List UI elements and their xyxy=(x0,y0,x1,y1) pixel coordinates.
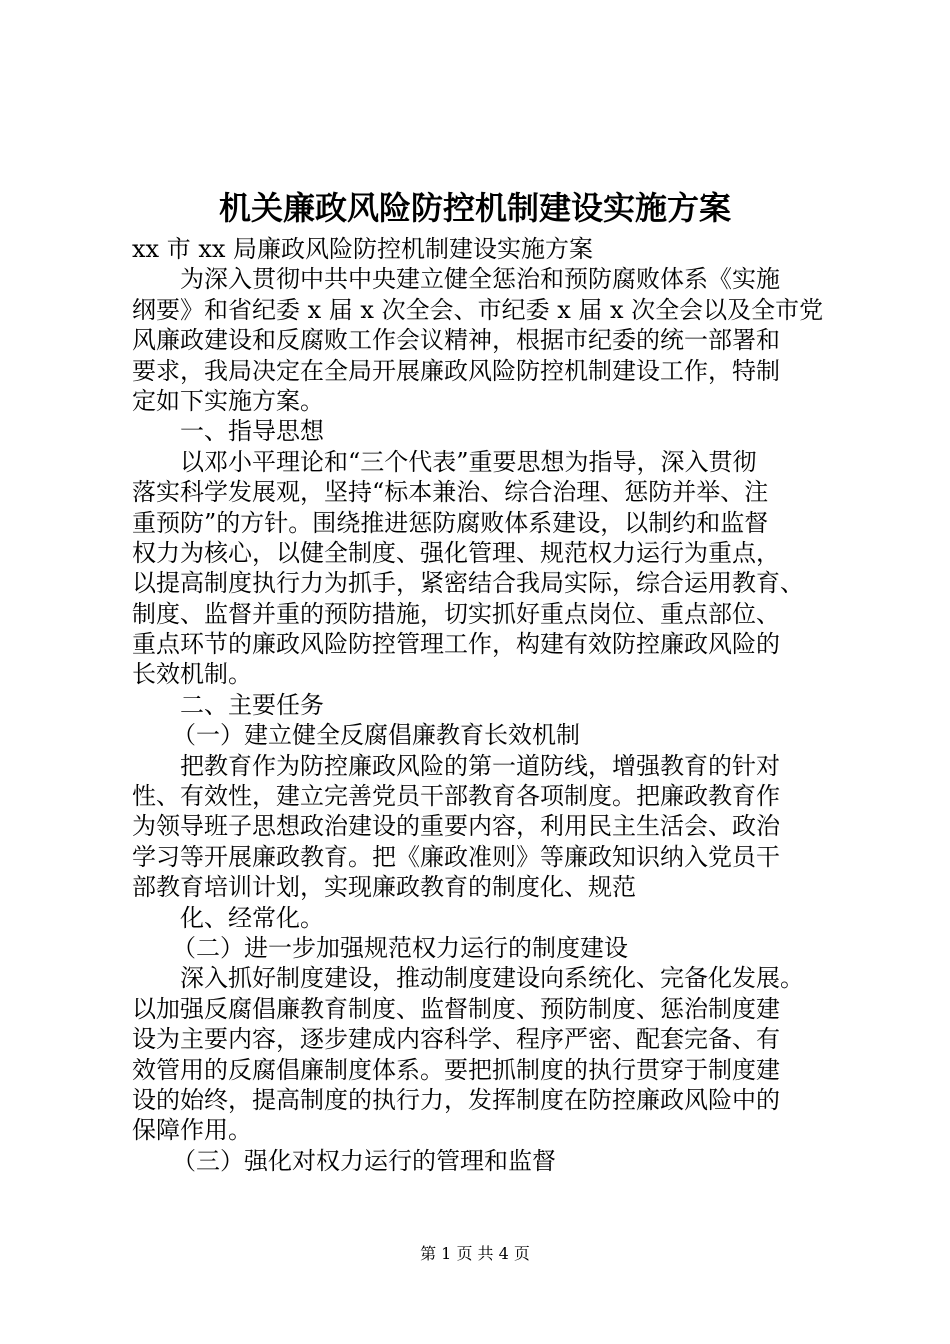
paragraph-line: 重预防”的方针。围绕推进惩防腐败体系建设，以制约和监督 xyxy=(132,508,769,537)
paragraph-line: 要求，我局决定在全局开展廉政风险防控机制建设工作，特制 xyxy=(132,356,780,385)
paragraph-line: 落实科学发展观，坚持“标本兼治、综合治理、惩防并举、注 xyxy=(132,478,769,507)
paragraph-line: 保障作用。 xyxy=(132,1116,252,1145)
subsection-heading: （二）进一步加强规范权力运行的制度建设 xyxy=(172,933,628,962)
paragraph-line: 重点环节的廉政风险防控管理工作，构建有效防控廉政风险的 xyxy=(132,630,780,659)
section-heading: 二、主要任务 xyxy=(180,690,324,719)
section-heading: 一、指导思想 xyxy=(180,417,324,446)
paragraph-line: 部教育培训计划，实现廉政教育的制度化、规范 xyxy=(132,873,636,902)
paragraph-line: 化、经常化。 xyxy=(180,903,324,932)
paragraph-line: 学习等开展廉政教育。把《廉政准则》等廉政知识纳入党员干 xyxy=(132,842,780,871)
paragraph-line: 以邓小平理论和“三个代表”重要思想为指导，深入贯彻 xyxy=(180,447,757,476)
paragraph-line: 以提高制度执行力为抓手，紧密结合我局实际，综合运用教育、 xyxy=(132,569,804,598)
paragraph-line: 效管用的反腐倡廉制度体系。要把抓制度的执行贯穿于制度建 xyxy=(132,1055,780,1084)
paragraph-line: 把教育作为防控廉政风险的第一道防线，增强教育的针对 xyxy=(180,751,780,780)
subsection-heading: （三）强化对权力运行的管理和监督 xyxy=(172,1146,556,1175)
document-title: 机关廉政风险防控机制建设实施方案 xyxy=(218,189,731,227)
paragraph-line: 为领导班子思想政治建设的重要内容，利用民主生活会、政治 xyxy=(132,812,780,841)
paragraph-line: 定如下实施方案。 xyxy=(132,386,324,415)
paragraph-line: 风廉政建设和反腐败工作会议精神，根据市纪委的统一部署和 xyxy=(132,326,780,355)
subsection-heading: （一）建立健全反腐倡廉教育长效机制 xyxy=(172,721,580,750)
paragraph-line: 深入抓好制度建设，推动制度建设向系统化、完备化发展。 xyxy=(180,964,804,993)
paragraph-line: 为深入贯彻中共中央建立健全惩治和预防腐败体系《实施 xyxy=(180,265,780,294)
page-footer: 第 1 页 共 4 页 xyxy=(420,1244,530,1263)
paragraph-line: 设的始终，提高制度的执行力，发挥制度在防控廉政风险中的 xyxy=(132,1085,780,1114)
document-body xyxy=(132,234,852,1176)
paragraph-line: 设为主要内容，逐步建成内容科学、程序严密、配套完备、有 xyxy=(132,1025,780,1054)
paragraph-line: 权力为核心，以健全制度、强化管理、规范权力运行为重点， xyxy=(132,538,780,567)
paragraph-line: 性、有效性，建立完善党员干部教育各项制度。把廉政教育作 xyxy=(132,782,780,811)
paragraph-line: 长效机制。 xyxy=(132,660,252,689)
subtitle-line: xx 市 xx 局廉政风险防控机制建设实施方案 xyxy=(132,235,594,263)
paragraph-line: 制度、监督并重的预防措施，切实抓好重点岗位、重点部位、 xyxy=(132,599,780,628)
paragraph-line: 纲要》和省纪委 x 届 x 次全会、市纪委 x 届 x 次全会以及全市党 xyxy=(132,295,824,324)
paragraph-line: 以加强反腐倡廉教育制度、监督制度、预防制度、惩治制度建 xyxy=(132,994,780,1023)
